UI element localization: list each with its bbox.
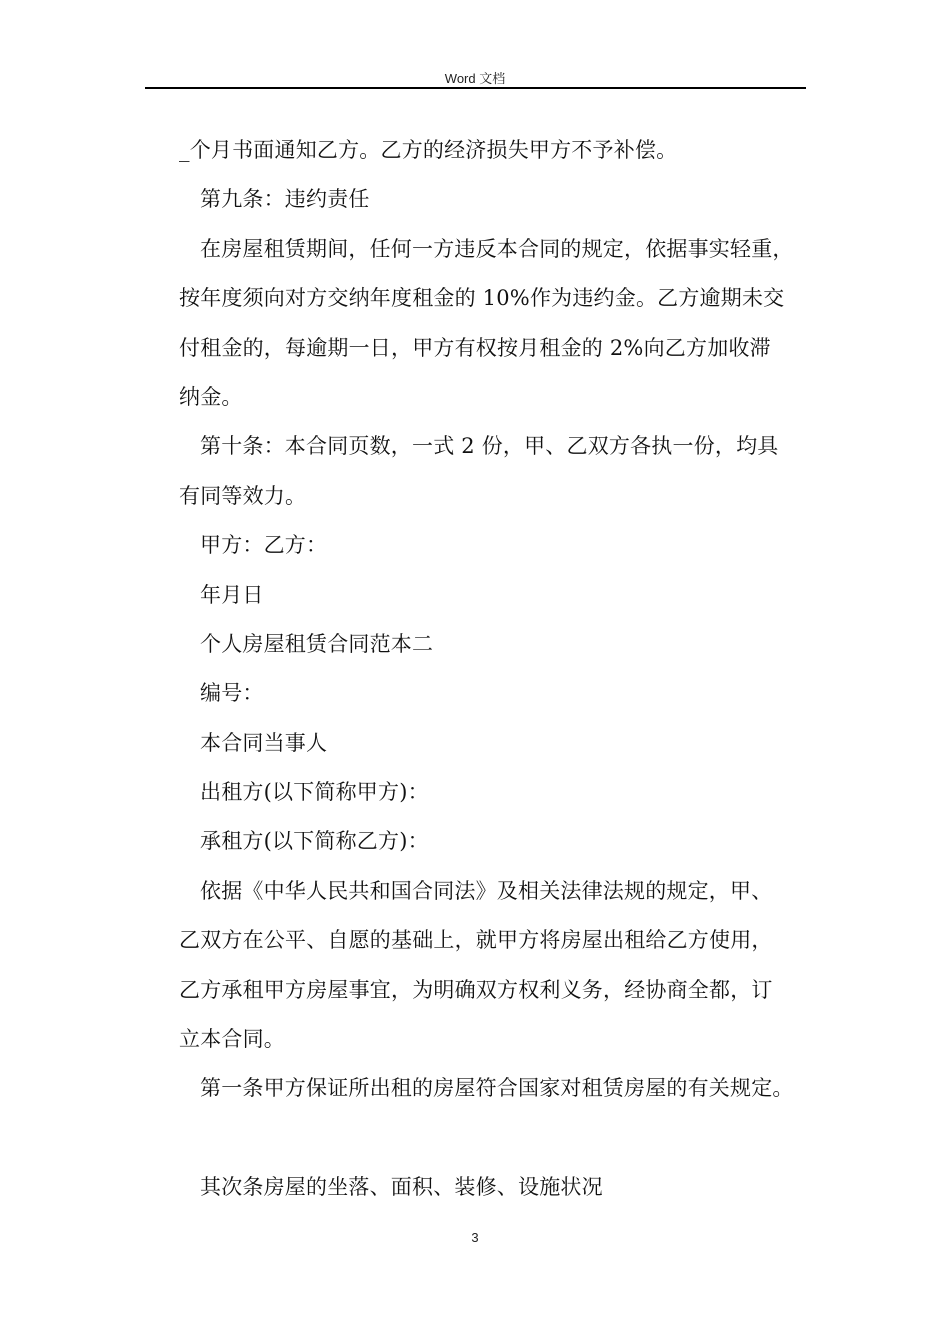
page-number: 3 (471, 1230, 479, 1245)
section-title: 个人房屋租赁合同范本二 (200, 631, 434, 656)
text-line: 在房屋租赁期间，任何一方违反本合同的规定，依据事实轻重， (200, 236, 794, 261)
text-line: _个月书面通知乙方。乙方的经济损失甲方不予补偿。 (179, 138, 678, 162)
header-divider (145, 87, 806, 89)
text-line: 其次条房屋的坐落、面积、装修、设施状况 (200, 1175, 603, 1200)
text-line: 按年度须向对方交纳年度租金的 10%作为违约金。乙方逾期未交 (179, 286, 785, 311)
text-line: 乙方承租甲方房屋事宜，为明确双方权利义务，经协商全都，订 (179, 977, 773, 1002)
lessor-label: 出租方(以下简称甲方)： (200, 780, 429, 805)
text-line: 第一条甲方保证所出租的房屋符合国家对租赁房屋的有关规定。 (200, 1076, 794, 1101)
document-body (179, 126, 819, 1213)
text-line: 纳金。 (179, 384, 243, 409)
lessee-label: 承租方(以下简称乙方)： (200, 829, 429, 854)
date-line: 年月日 (200, 582, 264, 607)
text-line: 有同等效力。 (179, 483, 307, 508)
blank-line (179, 1114, 819, 1163)
text-line: 立本合同。 (179, 1027, 285, 1052)
text-line: 第十条：本合同页数，一式 2 份，甲、乙双方各执一份，均具 (200, 434, 779, 459)
page-header-title: Word 文档 (444, 71, 506, 86)
text-line: 依据《中华人民共和国合同法》及相关法律法规的规定，甲、 (200, 878, 773, 903)
text-line: 本合同当事人 (200, 730, 328, 755)
text-line: 乙双方在公平、自愿的基础上，就甲方将房屋出租给乙方使用， (179, 928, 773, 953)
signature-line: 甲方：乙方： (200, 533, 328, 558)
text-line: 付租金的，每逾期一日，甲方有权按月租金的 2%向乙方加收滞 (179, 335, 771, 360)
article-heading: 第九条：违约责任 (200, 187, 370, 212)
contract-number-label: 编号： (200, 681, 264, 706)
